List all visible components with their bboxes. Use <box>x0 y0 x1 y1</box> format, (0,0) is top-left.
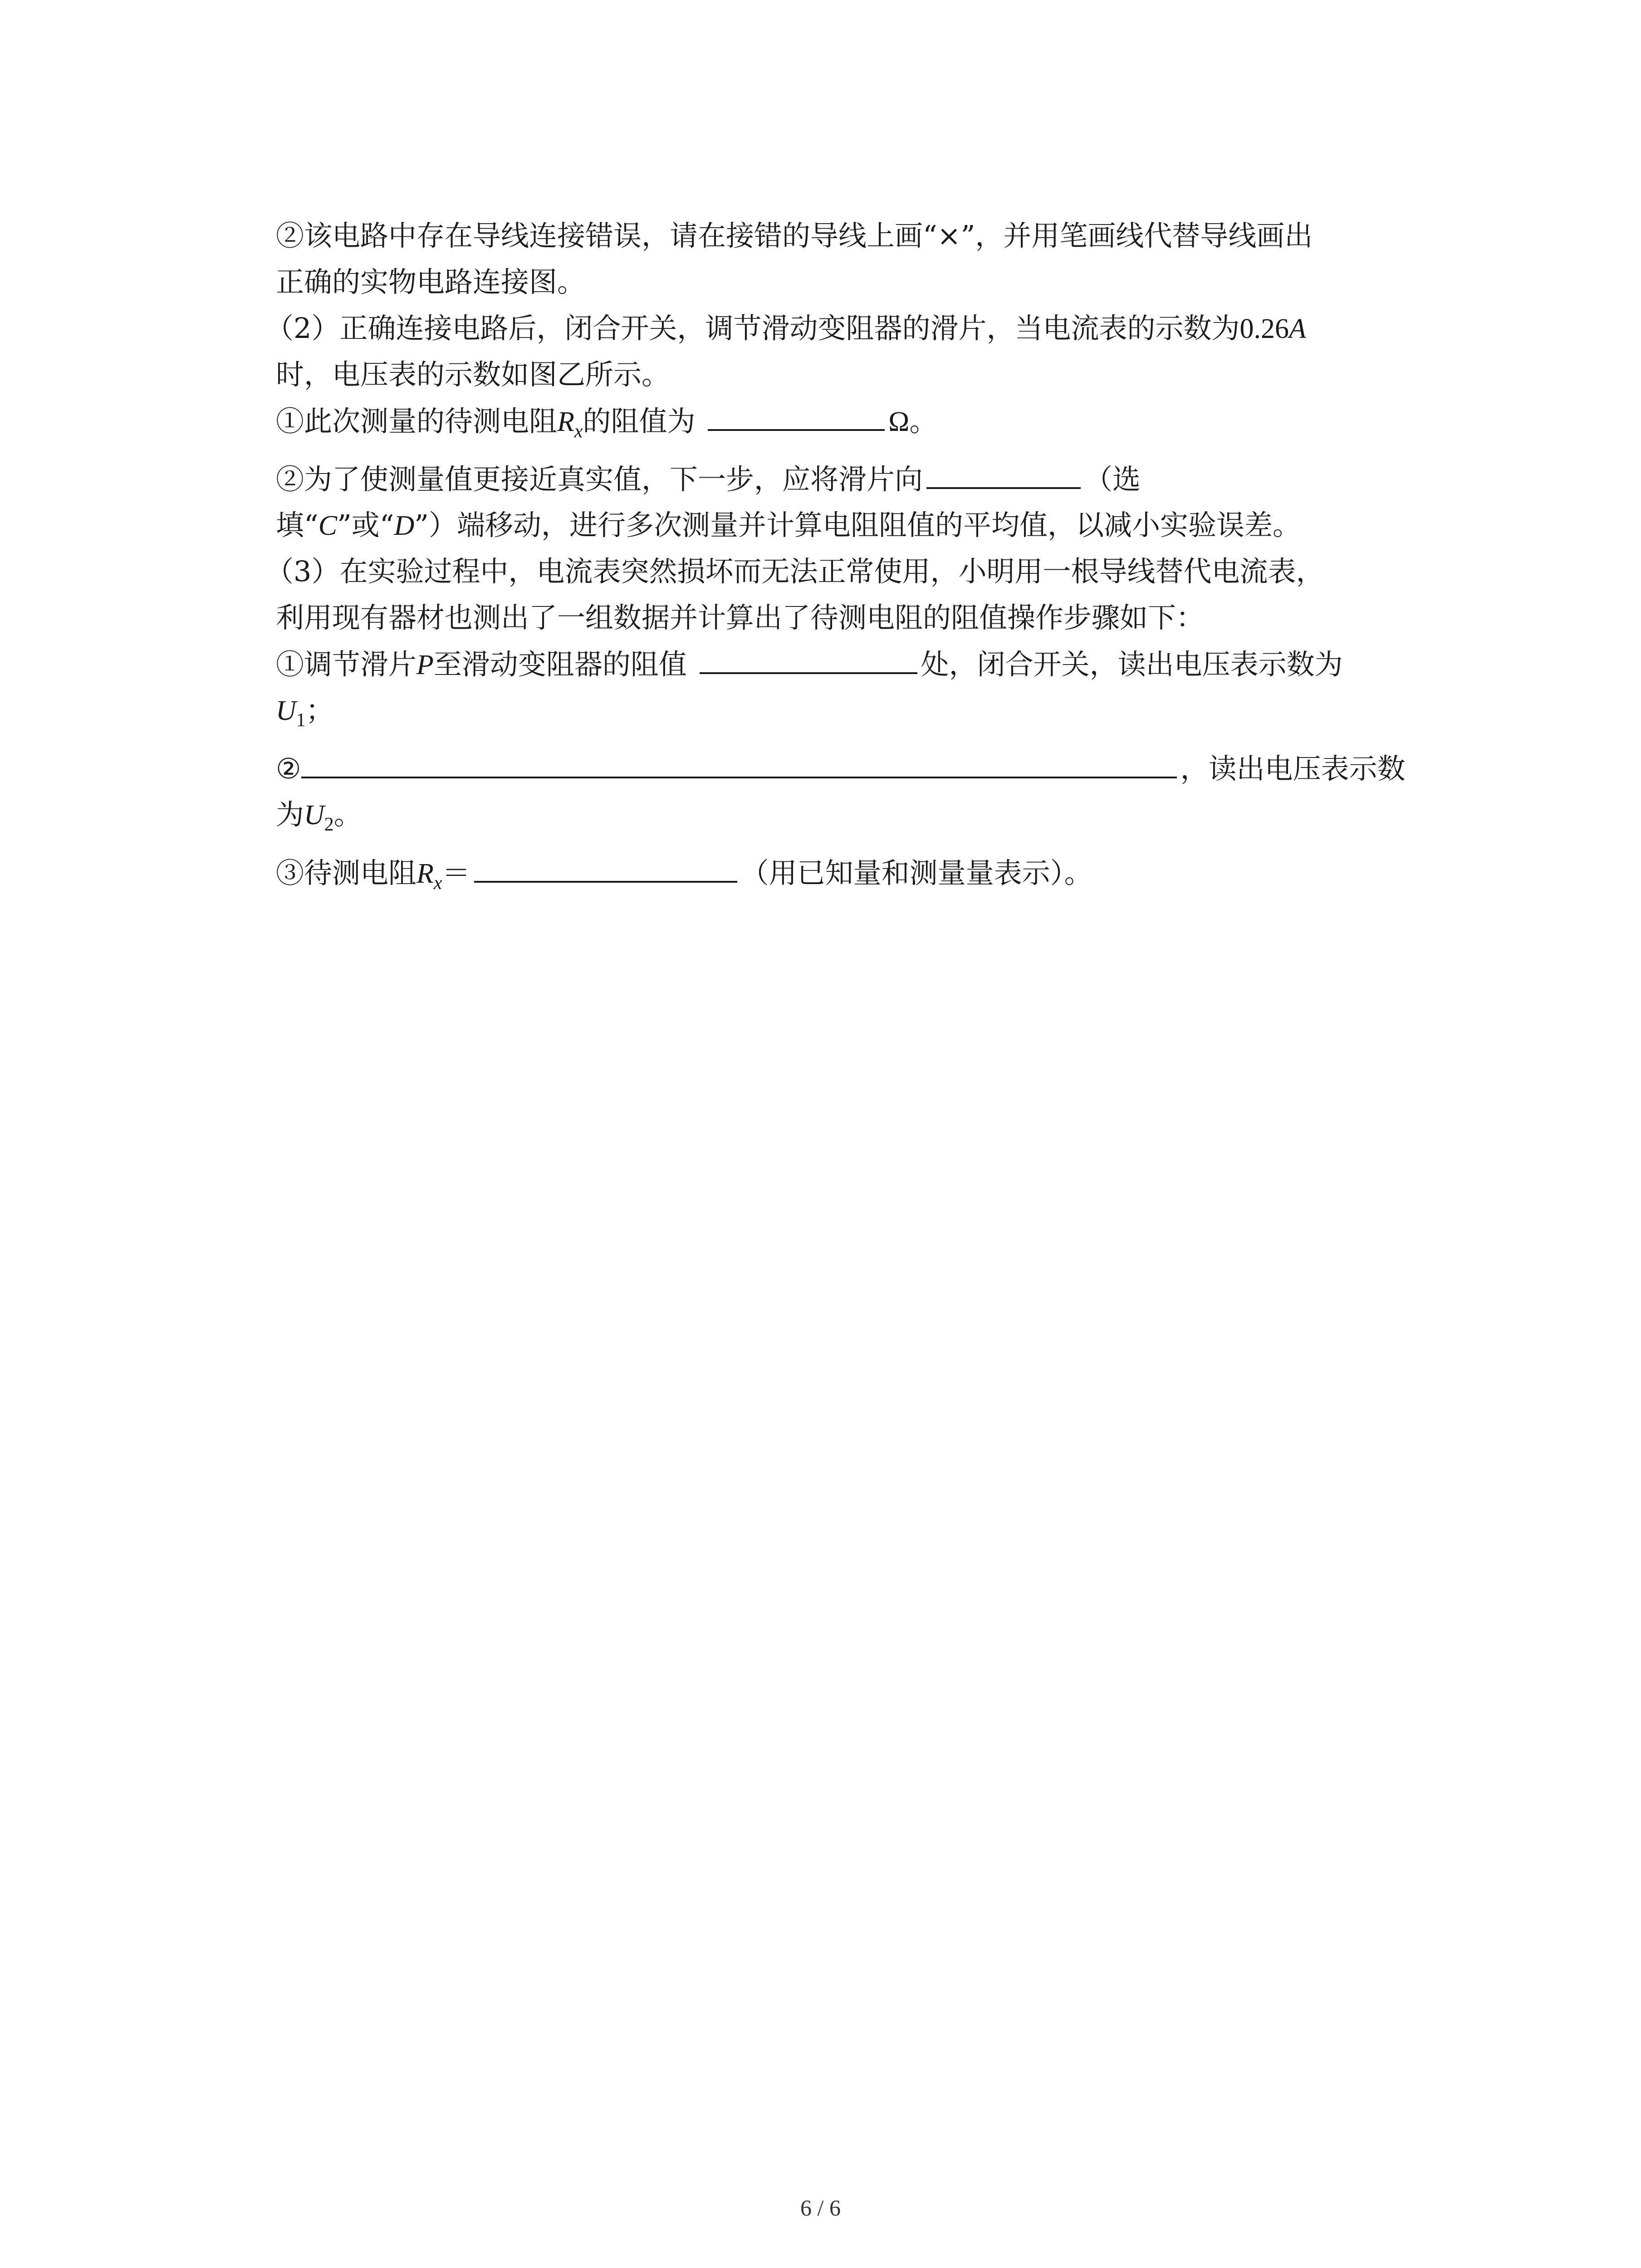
q1-step2-line2: 正确的实物电路连接图。 <box>276 265 586 298</box>
q2-step2-line1: ②为了使测量值更接近真实值，下一步，应将滑片向 （选 <box>276 461 1141 498</box>
q2-line2: 时，电压表的示数如图乙所示。 <box>276 358 670 391</box>
resistance-answer-blank[interactable] <box>708 403 885 431</box>
direction-answer-blank[interactable] <box>926 461 1081 489</box>
q3-step3: ③待测电阻$R_x=$ （用已知量和测量量表示）。 <box>276 855 1092 892</box>
step2-answer-blank[interactable] <box>301 750 1177 778</box>
q3-line2: 利用现有器材也测出了一组数据并计算出了待测电阻的阻值操作步骤如下： <box>276 601 1205 634</box>
q1-step2-line1: ②该电路中存在导线连接错误，请在接错的导线上画“×”，并用笔画线代替导线画出 <box>276 219 1313 252</box>
q2-step1: ①此次测量的待测电阻$R_x$的阻值为 Ω。 <box>276 403 937 440</box>
q2-line1: （2）正确连接电路后，闭合开关，调节滑动变阻器的滑片，当电流表的示数为0.26A <box>265 312 1306 345</box>
q3-step2-line2: 为$U_2$。 <box>276 798 362 835</box>
page-number: 6 / 6 <box>800 2195 841 2220</box>
q3-step1-line2: $U_1$； <box>276 694 334 731</box>
rx-expression-blank[interactable] <box>474 855 737 883</box>
q3-step2: ② ，读出电压表示数 <box>276 750 1406 787</box>
slider-position-blank[interactable] <box>700 646 917 674</box>
q3-step1: ①调节滑片P至滑动变阻器的阻值 处，闭合开关，读出电压表示数为 <box>276 646 1343 683</box>
q2-step2-line2: 填“C”或“D”）端移动，进行多次测量并计算电阻阻值的平均值，以减小实验误差。 <box>276 508 1301 542</box>
q3-line1: （3）在实验过程中，电流表突然损坏而无法正常使用，小明用一根导线替代电流表， <box>265 555 1324 588</box>
